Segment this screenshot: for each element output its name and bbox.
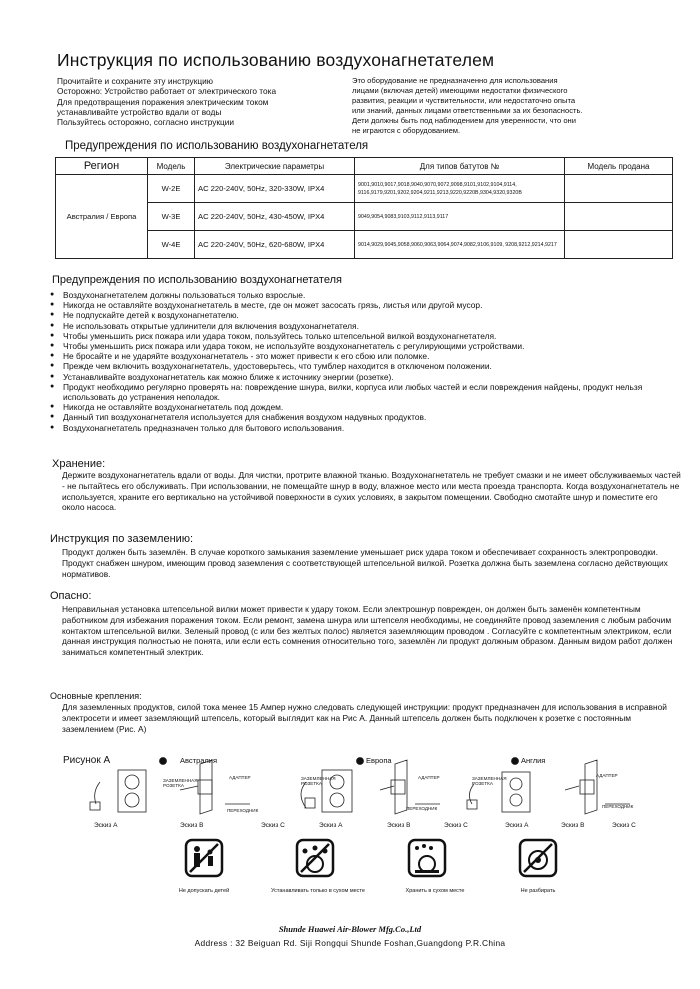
list-item: ● Не подпускайте детей к воздухонагнетателю.: [50, 310, 670, 320]
table-header-row: [56, 158, 673, 175]
plug-icon: [305, 798, 315, 808]
adapter-label: АДАПТЕР: [418, 775, 440, 780]
table-row: [56, 175, 673, 203]
list-item: ● Не бросайте и не ударяйте воздухонагнетатель - это может привести к его сбою или поломке.: [50, 351, 670, 361]
model-cell: W-4E: [148, 231, 195, 259]
list-item: ● Продукт необходимо регулярно проверять на: повреждение шнура, вилки, корпуса или любых частей и если повреждения найдены, продукт нельзя использовать до устранения неполадок.: [50, 382, 670, 402]
region-label-europe: Европа: [366, 756, 392, 765]
intro-left: [57, 76, 347, 127]
adapter-label: АДАПТЕР: [596, 773, 618, 778]
switch-label: ПЕРЕХОДНИК: [602, 804, 634, 809]
danger-title: Опасно:: [50, 590, 92, 602]
intro-line: Для предотвращения поражения электрическим током: [57, 96, 269, 107]
company-address: Address : 32 Beiguan Rd. Siji Rongqui Shunde Foshan,Guangdong P.R.China: [194, 938, 506, 948]
note-line: Это оборудование не предназначенно для использования: [352, 76, 558, 85]
adapter-icon: [580, 780, 594, 794]
sketch-a-label: Эскиз A: [94, 822, 118, 829]
sold-cell: [565, 175, 673, 203]
socket-icon: [125, 775, 139, 789]
socket-icon: [125, 793, 139, 807]
sketch-c-label: Эскиз C: [444, 822, 468, 829]
sketch-b-label: Эскиз B: [561, 822, 585, 829]
batches-cell: 9014,9029,9045,9058,9060,9063,9064,9074,9082,9106,9109, 9208,9212,9214,9217: [355, 231, 565, 259]
fixings-title: Основные крепления:: [50, 691, 142, 701]
params-cell: AC 220-240V, 50Hz, 430-450W, IPX4: [195, 203, 355, 231]
sold-cell: [565, 231, 673, 259]
wall-icon: [585, 760, 597, 814]
danger-text: Неправильная установка штепсельной вилки может привести к удару током. Если электрошнур поврежден, он должен быть заменён компетентным работником для избежания поражения током. Если ремонт, замена шнура или штепселя необходимы, не соединяйте провод заземления с любым рабочим контактом штепсельной вилки. Зеленый провод (с или без желтых полос) является заземляющим проводом . Согласуйте с компетентным электриком, если данная инструкция полностью не понята, или если есть сомнения относительно того, заземлён ли продукт должным образом. Данным видом работ должен заниматься компетентный электрик.: [62, 604, 673, 658]
grounding-text: Продукт должен быть заземлён. В случае короткого замыкания заземление уменьшает риск удара током и обеспечивает сохранность электропроводки. Продукт снабжен шнуром, имеющим провод заземления с соответствующей штепсельной вилкой. Розетка должна быть заземлена согласно действующих нормативов.: [62, 547, 668, 579]
batches-cell: 9049,9054,9083,9103,9112,9113,9117: [355, 203, 565, 231]
warnings-title: Предупреждения по использованию воздухонагнетателя: [52, 274, 342, 286]
australia-marker-icon: [160, 758, 167, 765]
params-cell: AC 220-240V, 50Hz, 620-680W, IPX4: [195, 231, 355, 259]
list-item: ● Не использовать открытые удлинители для включения воздухонагнетателя.: [50, 321, 670, 331]
region-label-australia: Австралия: [180, 756, 218, 765]
sketch-a-label: Эскиз A: [505, 822, 529, 829]
storage-title: Хранение:: [52, 458, 106, 470]
plug-icon: [90, 802, 100, 810]
params-cell: AC 220-240V, 50Hz, 320-330W, IPX4: [195, 175, 355, 203]
do-not-disassemble-icon: [518, 838, 558, 878]
model-cell: W-2E: [148, 175, 195, 203]
sketch-a-label: Эскиз A: [319, 822, 343, 829]
list-item: ● Данный тип воздухонагнетателя используется для снабжения воздухом надувных продуктов.: [50, 412, 670, 422]
intro-line: Прочитайте и сохраните эту инструкцию: [57, 76, 213, 86]
model-cell: W-3E: [148, 203, 195, 231]
intro-line: Пользуйтесь осторожно, согласно инструкции: [57, 117, 235, 128]
spec-section-title: Предупреждения по использованию воздухонагнетателя: [65, 140, 369, 152]
switch-label: ПЕРЕХОДНИК: [227, 808, 259, 813]
spec-table: [55, 157, 673, 259]
list-item: ● Устанавливайте воздухонагнетатель как можно ближе к источнику энергии (розетке).: [50, 372, 670, 382]
socket-label: ЗАЗЕМЛЕННАЯ РОЗЕТКА: [163, 778, 198, 788]
list-item: ● Чтобы уменьшить риск пожара или удара током, не используйте воздухонагнетатель с регулирующими устройствами.: [50, 341, 670, 351]
list-item: ● Никогда не оставляйте воздухонагнетатель в месте, где он может засосать грязь, листья или другой мусор.: [50, 300, 670, 310]
grounding-title: Инструкция по заземлению:: [50, 533, 194, 545]
icon-caption: Не разбирать: [520, 888, 556, 894]
note-line: Дети должны быть под наблюдением для уверенности, что они: [352, 116, 576, 126]
warnings-list: [50, 290, 670, 433]
dry-place-icon: [295, 838, 335, 878]
sketch-b-label: Эскиз B: [387, 822, 411, 829]
no-children-icon: [184, 838, 224, 878]
england-marker-icon: [512, 758, 519, 765]
intro-line: устанавливайте устройство вдали от воды: [57, 106, 222, 117]
socket-label: ЗАЗЕМЛЕННАЯ РОЗЕТКА: [301, 776, 336, 786]
th-region: Регион: [56, 158, 148, 175]
socket-plate-icon: [118, 770, 146, 812]
socket-label: ЗАЗЕМЛЕННАЯ РОЗЕТКА: [472, 776, 507, 786]
th-params: Электрические параметры: [195, 158, 355, 175]
list-item: ● Воздухонагнетатель предназначен только для бытового использования.: [50, 423, 670, 433]
plug-cord-icon: [469, 784, 474, 804]
list-item: ● Никогда не оставляйте воздухонагнетатель под дождем.: [50, 402, 670, 412]
note-line: не играются с оборудованием.: [352, 126, 461, 136]
note-line: лицами (включая детей) имеющими недостатки физического: [352, 86, 568, 96]
list-item: ● Воздухонагнетателем должны пользоваться только взрослые.: [50, 290, 670, 300]
fixings-text: Для заземленных продуктов, силой тока менее 15 Ампер нужно следовать следующей инструкции: продукт предназначен для использования в исправной электросети и имеет заземляющий штепсель, который выглядит как на Рис А. Данный штепсель должен быть подключен к розетке с постоянным заземлением (Рис. А): [62, 702, 667, 734]
batches-cell: 9001,9010,9017,9018,9040,9070,9072,9098,9101,9102,9104,9114, 9116,9179,9201,9202,9204,9211,9213,9220,9220B,9304,9320,9320B: [355, 175, 565, 203]
plug-icon: [467, 800, 477, 809]
th-sold: Модель продана: [565, 158, 673, 175]
icon-caption: Хранить в сухом месте: [405, 888, 465, 894]
socket-icon: [510, 794, 522, 806]
page-title: Инструкция по использованию воздухонагнетателем: [57, 50, 495, 70]
sketch-c-label: Эскиз C: [261, 822, 285, 829]
icon-caption: Не допускать детей: [178, 888, 230, 894]
note-line: или знаний, данных лицами ответственными за их безопасность.: [352, 106, 583, 116]
note-line: развития, реакции и чуствительности, или недостаточно опыта: [352, 96, 576, 106]
intro-line: Осторожно: Устройство работает от электрического тока: [57, 86, 277, 97]
europe-marker-icon: [357, 758, 364, 765]
sketch-b-label: Эскиз B: [180, 822, 204, 829]
sold-cell: [565, 203, 673, 231]
switch-label: ПЕРЕХОДНИК: [406, 806, 438, 811]
icon-caption: Устанавливать только в сухом месте: [271, 888, 365, 894]
adapter-label: АДАПТЕР: [229, 775, 251, 780]
storage-text: Держите воздухонагнетатель вдали от воды. Для чистки, протрите влажной тканью. Воздухонагнетатель не требует смазки и не имеет обслуживаемых частей - не пытайтесь его обслуживать. При использовании, не помещайте шнур в воду, влажное место или места проезда транспорта. Когда воздухонагнетатель не используется, храните его вертикально на устойчивой поверхности в сухих условиях, в закрытом помещении. Свободно смотайте шнур и поместите его около насоса.: [62, 470, 681, 513]
intro-right: [352, 76, 622, 137]
region-label-england: Англия: [521, 756, 546, 765]
socket-icon: [330, 793, 344, 807]
company-name: Shunde Huawei Air-Blower Mfg.Co.,Ltd: [278, 924, 422, 934]
sketch-c-label: Эскиз C: [612, 822, 636, 829]
list-item: ● Чтобы уменьшить риск пожара или удара током, пользуйтесь только штепсельной вилкой воздухонагнетателя.: [50, 331, 670, 341]
table-row: [56, 231, 673, 259]
plug-cord-icon: [95, 782, 100, 804]
list-item: ● Прежде чем включить воздухонагнетатель, удостоверьтесь, что тумблер находится в отключеном положении.: [50, 361, 670, 371]
table-row: [56, 203, 673, 231]
region-cell: Австралия / Европа: [56, 175, 148, 259]
figure-title: Рисунок А: [63, 755, 111, 766]
th-model: Модель: [148, 158, 195, 175]
th-batches: Для типов батутов №: [355, 158, 565, 175]
store-dry-icon: [407, 838, 447, 878]
adapter-icon: [391, 780, 405, 794]
